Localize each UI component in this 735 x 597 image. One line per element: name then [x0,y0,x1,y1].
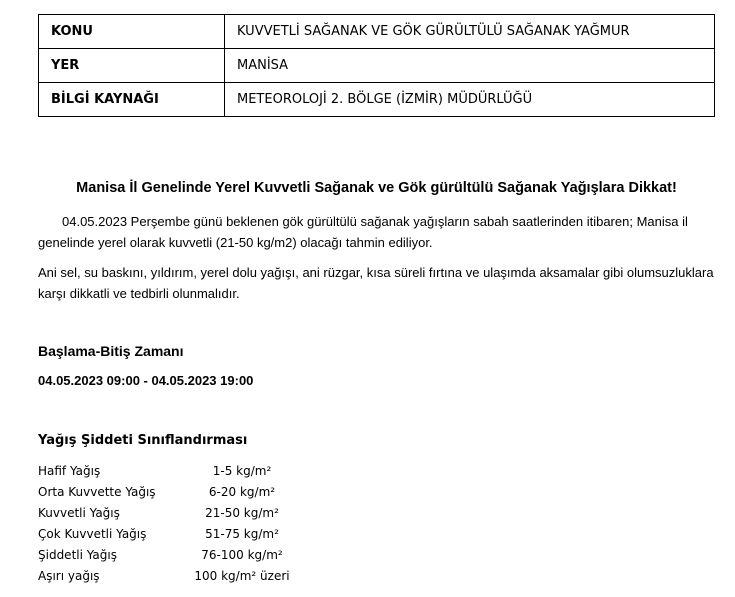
info-row-konu [39,15,715,49]
classification-row [38,565,314,586]
classification-name: Orta Kuvvette Yağış [38,484,156,499]
classification-table [38,460,314,586]
warning-title: Manisa İl Genelinde Yerel Kuvvetli Sağanak ve Gök gürültülü Sağanak Yağışlara Dikkat! [76,180,677,196]
info-label-yer: YER [39,49,225,83]
info-value-yer: MANİSA [225,49,715,83]
timing-range: 04.05.2023 09:00 - 04.05.2023 19:00 [38,373,254,388]
classification-name: Şiddetli Yağış [38,547,117,562]
classification-row [38,502,314,523]
classification-name: Aşırı yağış [38,568,100,583]
classification-value: 6-20 kg/m² [208,484,276,499]
classification-name: Çok Kuvvetli Yağış [38,526,147,541]
info-row-yer [39,49,715,83]
classification-value: 76-100 kg/m² [201,547,283,562]
info-label-konu: KONU [39,15,225,49]
classification-value: 21-50 kg/m² [205,505,279,520]
warning-paragraph-forecast: 04.05.2023 Perşembe günü beklenen gök gürültülü sağanak yağışların sabah saatlerinden itibaren; Manisa il genelinde yerel olarak kuvvetli (21-50 kg/m2) olacağı tahmin ediliyor. [38,214,688,250]
classification-name: Hafif Yağış [38,463,101,478]
timing-heading: Başlama-Bitiş Zamanı [38,343,184,359]
classification-name: Kuvvetli Yağış [38,505,120,520]
info-value-source: METEOROLOJİ 2. BÖLGE (İZMİR) MÜDÜRLÜĞÜ [225,83,715,117]
info-row-source [39,83,715,117]
classification-heading: Yağış Şiddeti Sınıflandırması [38,433,248,448]
classification-row [38,481,314,502]
classification-row [38,523,314,544]
classification-row [38,544,314,565]
classification-value: 100 kg/m² üzeri [194,568,290,583]
info-label-source: BİLGİ KAYNAĞI [39,83,225,117]
warning-paragraph-caution: Ani sel, su baskını, yıldırım, yerel dolu yağışı, ani rüzgar, kısa süreli fırtına ve ulaşımda aksamalar gibi olumsuzluklara karşı dikkatli ve tedbirli olunmalıdır. [38,265,714,301]
classification-value: 51-75 kg/m² [205,526,279,541]
classification-value: 1-5 kg/m² [212,463,272,478]
info-value-konu: KUVVETLİ SAĞANAK VE GÖK GÜRÜLTÜLÜ SAĞANAK YAĞMUR [225,15,715,49]
info-table [38,14,715,117]
classification-row [38,460,314,481]
